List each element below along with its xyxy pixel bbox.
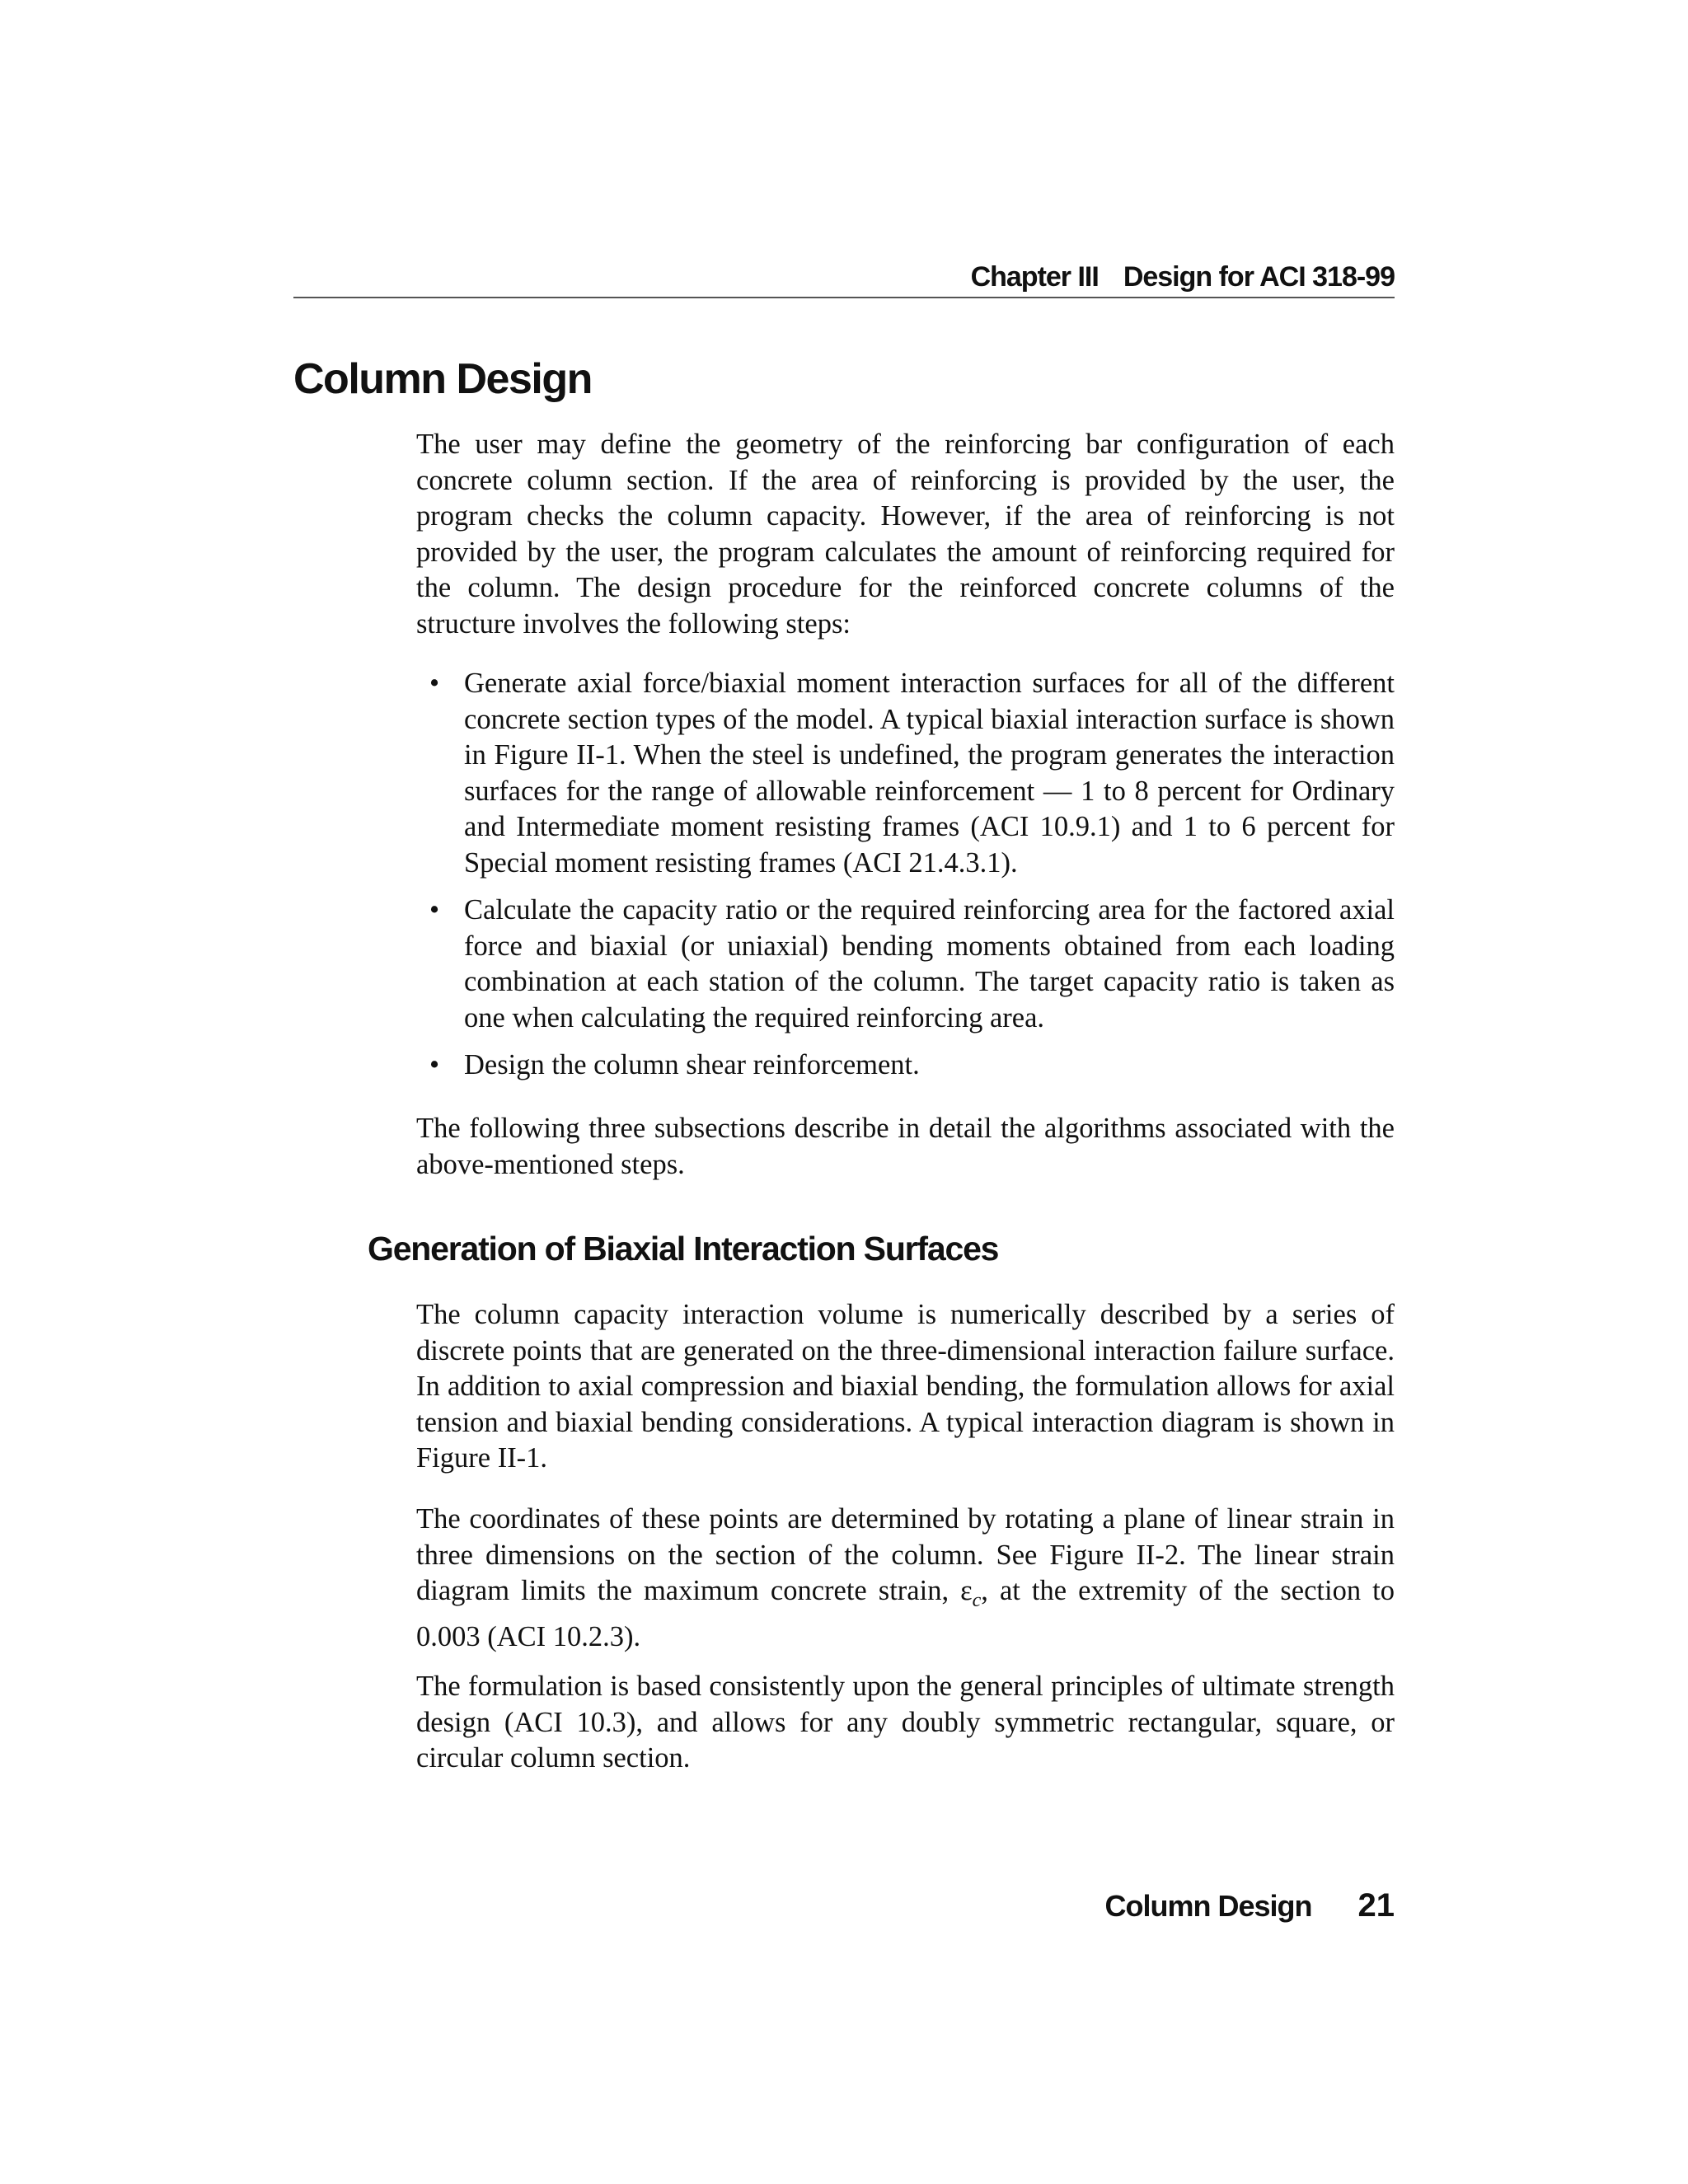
list-item bbox=[416, 666, 1395, 881]
list-item-text: Generate axial force/biaxial moment interaction surfaces for all of the different concrete section types of the model. A typical biaxial interaction surface is shown in Figure II-1. When the steel is undefined, the program generates the interaction surfaces for the range of allowable reinforcement — 1 to 8 percent for Ordinary and Intermediate moment resisting frames (ACI 10.9.1) and 1 to 6 percent for Special moment resisting frames (ACI 21.4.3.1). bbox=[464, 668, 1395, 879]
subsection-paragraph-2 bbox=[416, 1502, 1395, 1655]
running-header bbox=[293, 262, 1395, 298]
subsection-title: Generation of Biaxial Interaction Surfaces bbox=[368, 1230, 999, 1268]
running-header-text bbox=[971, 261, 1395, 293]
subsection-paragraph-1: The column capacity interaction volume is numerically described by a series of discrete points that are generated on the three-dimensional interaction failure surface. In addition to axial compression and biaxial bending, the formulation allows for axial tension and biaxial bending considerations. A typical interaction diagram is shown in Figure II-1. bbox=[416, 1299, 1395, 1474]
bullet-icon: • bbox=[429, 668, 440, 699]
strain-subscript: c bbox=[972, 1590, 982, 1611]
bullet-icon: • bbox=[429, 894, 440, 926]
bullet-icon: • bbox=[429, 1049, 440, 1080]
section-title: Column Design bbox=[293, 355, 592, 403]
header-title: Design for ACI 318-99 bbox=[1123, 261, 1395, 293]
subsection-paragraph-3: The formulation is based consistently upon the general principles of ultimate strength design (ACI 10.3), and allows for any doubly symmetric rectangular, square, or circular column section. bbox=[416, 1671, 1395, 1774]
header-chapter: Chapter III bbox=[970, 261, 1099, 293]
page-number: 21 bbox=[1357, 1887, 1395, 1924]
list-item-text: Calculate the capacity ratio or the required reinforcing area for the factored axial force and biaxial (or uniaxial) bending moments obtained from each loading combination at each station of the column. The target capacity ratio is taken as one when calculating the required reinforcing area. bbox=[464, 894, 1395, 1033]
strain-symbol: ε bbox=[960, 1575, 973, 1606]
p2-text-before: The coordinates of these points are determined by rotating a plane of linear strain in three dimensions on the section of the column. See Figure II-2. The linear strain diagram limits the maximum concrete strain, bbox=[416, 1503, 1395, 1606]
steps-list bbox=[416, 666, 1395, 1095]
page-footer bbox=[1071, 1887, 1395, 1924]
intro-paragraph: The user may define the geometry of the reinforcing bar configuration of each concrete column section. If the area of reinforcing is provided by the user, the program checks the column capacity. However, if the area of reinforcing is not provided by the user, the program calculates the amount of reinforcing required for the column. The design procedure for the reinforced concrete columns of the structure involves the following steps: bbox=[416, 429, 1395, 640]
p2-text-after: , at the extremity of the section to 0.003 (ACI 10.2.3). bbox=[416, 1575, 1395, 1652]
list-item bbox=[416, 1047, 1395, 1084]
footer-section-name: Column Design bbox=[1104, 1889, 1312, 1923]
outro-paragraph: The following three subsections describe in detail the algorithms associated with the above-mentioned steps. bbox=[416, 1113, 1395, 1180]
list-item-text: Design the column shear reinforcement. bbox=[464, 1049, 920, 1080]
list-item bbox=[416, 893, 1395, 1036]
